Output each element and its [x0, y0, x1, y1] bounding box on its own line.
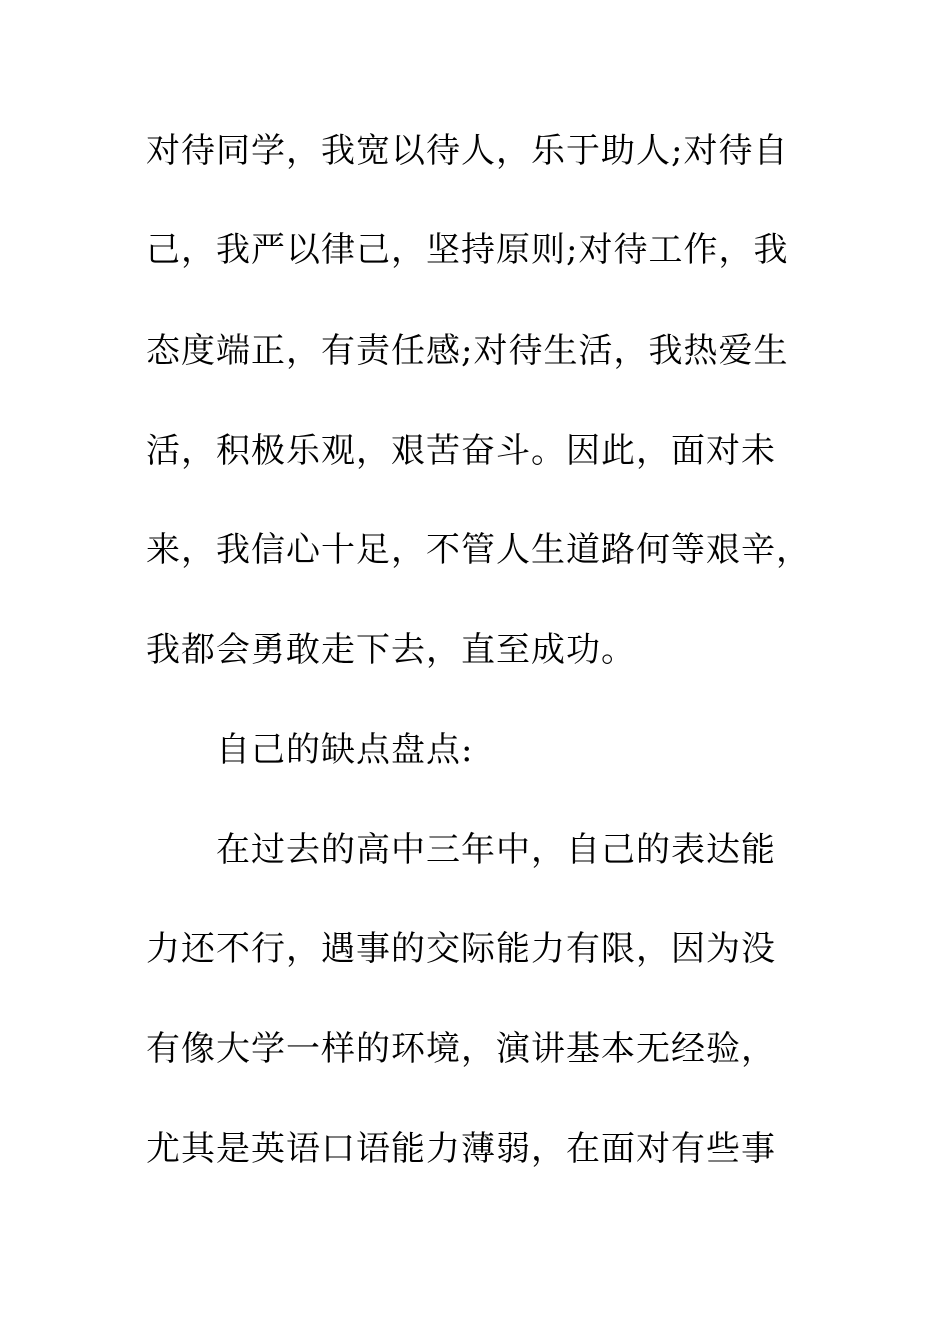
paragraph-1-line-3: 态度端正，有责任感;对待生活，我热爱生: [146, 331, 789, 371]
paragraph-1-line-4: 活，积极乐观，艰苦奋斗。因此，面对未: [146, 431, 776, 471]
section-heading: 自己的缺点盘点:: [216, 730, 474, 770]
paragraph-2-line-3: 有像大学一样的环境，演讲基本无经验，: [146, 1029, 776, 1069]
paragraph-1-line-2: 己，我严以律己，坚持原则;对待工作，我: [146, 230, 789, 270]
paragraph-2-line-2: 力还不行，遇事的交际能力有限，因为没: [146, 929, 776, 969]
paragraph-1-line-6: 我都会勇敢走下去，直至成功。: [146, 630, 636, 670]
paragraph-1-line-1: 对待同学，我宽以待人，乐于助人;对待自: [146, 131, 789, 171]
paragraph-1-line-5: 来，我信心十足，不管人生道路何等艰辛，: [146, 530, 811, 570]
paragraph-2-line-1: 在过去的高中三年中，自己的表达能: [216, 830, 776, 870]
paragraph-2-line-4: 尤其是英语口语能力薄弱，在面对有些事: [146, 1129, 776, 1169]
